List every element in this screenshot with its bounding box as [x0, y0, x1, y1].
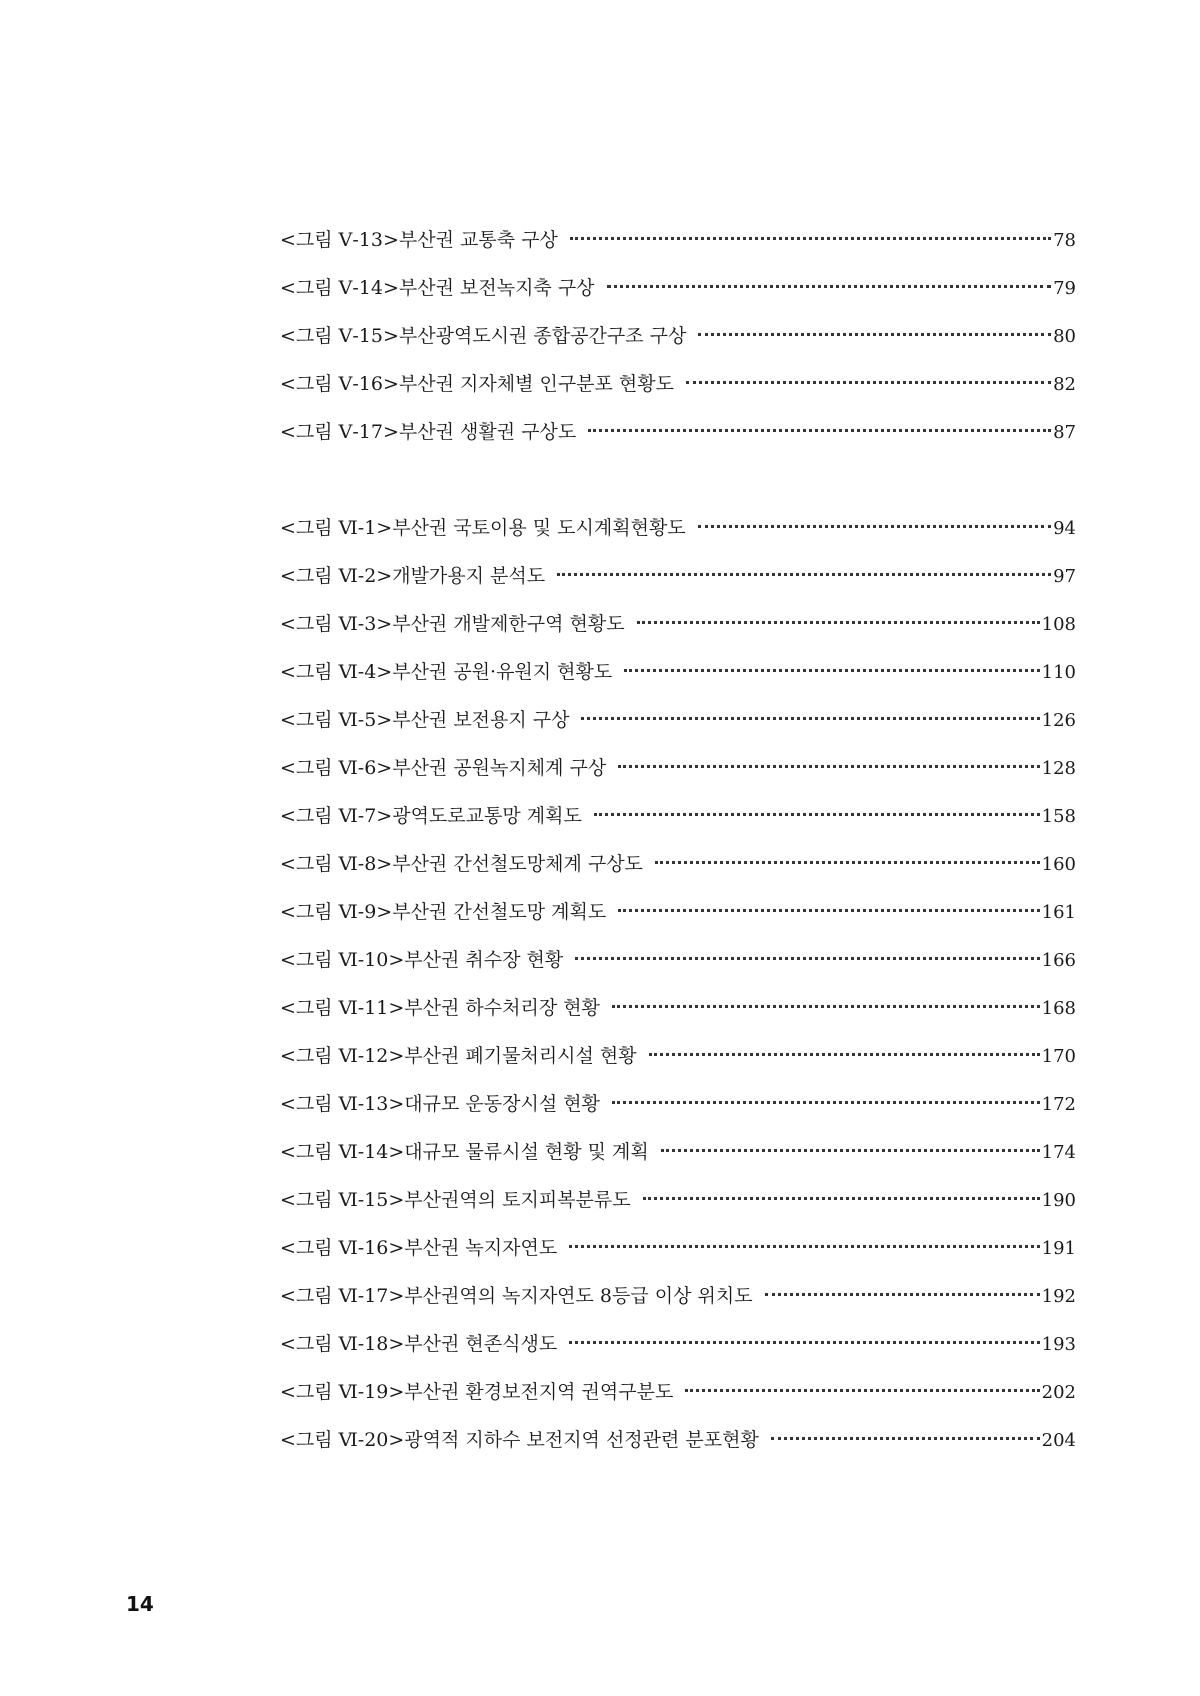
page-ref: 97 [1053, 566, 1076, 587]
figure-title: 부산권 개발제한구역 현황도 [392, 613, 625, 635]
figure-number: <그림 Ⅴ-14> [280, 277, 399, 299]
toc-entry[interactable] [280, 216, 1076, 264]
figure-title: 부산권 보전녹지축 구상 [398, 277, 595, 299]
dot-leader [607, 285, 1052, 288]
figure-number: <그림 Ⅵ-7> [280, 805, 393, 827]
figure-number: <그림 Ⅵ-20> [280, 1429, 405, 1451]
page-ref: 80 [1053, 326, 1076, 347]
dot-leader [581, 717, 1039, 720]
toc-entry[interactable] [280, 696, 1076, 744]
toc-entry[interactable] [280, 600, 1076, 648]
page-ref: 204 [1041, 1430, 1076, 1451]
figure-title: 광역적 지하수 보전지역 선정관련 분포현황 [404, 1429, 759, 1451]
page-ref: 172 [1041, 1094, 1076, 1115]
figure-title: 부산권 하수처리장 현황 [404, 997, 600, 1019]
toc-entry[interactable] [280, 1128, 1076, 1176]
figure-title: 부산권 간선철도망체계 구상도 [392, 853, 643, 875]
toc-entry[interactable] [280, 1224, 1076, 1272]
page-ref: 79 [1053, 278, 1076, 299]
dot-leader [618, 909, 1039, 912]
dot-leader [655, 861, 1040, 864]
figure-number: <그림 Ⅵ-18> [280, 1333, 405, 1355]
dot-leader [686, 381, 1051, 384]
dot-leader [612, 1101, 1040, 1104]
toc-entry[interactable] [280, 360, 1076, 408]
figure-title: 부산권 현존식생도 [404, 1333, 558, 1355]
dot-leader [698, 525, 1051, 528]
figure-title: 대규모 운동장시설 현황 [404, 1093, 600, 1115]
figure-title: 부산권 교통축 구상 [398, 229, 558, 251]
toc-entry[interactable] [280, 744, 1076, 792]
figure-number: <그림 Ⅴ-13> [280, 229, 399, 251]
figure-title: 부산권 생활권 구상도 [398, 421, 577, 443]
page-ref: 158 [1041, 806, 1076, 827]
toc-entry[interactable] [280, 888, 1076, 936]
page-ref: 193 [1041, 1334, 1076, 1355]
toc-entry[interactable] [280, 1272, 1076, 1320]
toc-entry[interactable] [280, 1416, 1076, 1464]
figure-title: 부산권 보전용지 구상 [392, 709, 570, 731]
toc-entry[interactable] [280, 552, 1076, 600]
page-ref: 87 [1053, 422, 1076, 443]
dot-leader [649, 1053, 1040, 1056]
figure-number: <그림 Ⅵ-9> [280, 901, 393, 923]
toc-entry[interactable] [280, 1368, 1076, 1416]
figure-title: 부산권 국토이용 및 도시계획현황도 [392, 517, 686, 539]
figure-title: 부산권 폐기물처리시설 현황 [404, 1045, 637, 1067]
page-ref: 128 [1041, 758, 1076, 779]
dot-leader [637, 621, 1040, 624]
page-ref: 166 [1041, 950, 1076, 971]
toc-entry[interactable] [280, 264, 1076, 312]
figure-title: 개발가용지 분석도 [392, 565, 546, 587]
figure-title: 부산권 취수장 현황 [404, 949, 564, 971]
toc-entry[interactable] [280, 312, 1076, 360]
figure-number: <그림 Ⅵ-14> [280, 1141, 405, 1163]
dot-leader [765, 1293, 1040, 1296]
page-ref: 170 [1041, 1046, 1076, 1067]
dot-leader [588, 429, 1051, 432]
figure-number: <그림 Ⅵ-2> [280, 565, 393, 587]
page-ref: 78 [1053, 230, 1076, 251]
figure-title: 부산권 지자체별 인구분포 현황도 [398, 373, 674, 395]
figure-title: 부산권역의 녹지자연도 8등급 이상 위치도 [404, 1285, 753, 1307]
figure-list-chapter-5 [280, 216, 1076, 456]
figure-title: 부산권 환경보전지역 권역구분도 [404, 1381, 674, 1403]
figure-title: 부산권 간선철도망 계획도 [392, 901, 607, 923]
figure-number: <그림 Ⅵ-16> [280, 1237, 405, 1259]
figure-number: <그림 Ⅴ-16> [280, 373, 399, 395]
page-ref: 168 [1041, 998, 1076, 1019]
page-ref: 192 [1041, 1286, 1076, 1307]
figure-number: <그림 Ⅴ-15> [280, 325, 399, 347]
page-ref: 108 [1041, 614, 1076, 635]
dot-leader [685, 1389, 1039, 1392]
figure-title: 부산권 녹지자연도 [404, 1237, 558, 1259]
page-ref: 126 [1041, 710, 1076, 731]
figure-number: <그림 Ⅵ-6> [280, 757, 393, 779]
page-ref: 160 [1041, 854, 1076, 875]
figure-number: <그림 Ⅵ-12> [280, 1045, 405, 1067]
page-ref: 174 [1041, 1142, 1076, 1163]
toc-entry[interactable] [280, 648, 1076, 696]
page-ref: 202 [1041, 1382, 1076, 1403]
figure-title: 부산권역의 토지피복분류도 [404, 1189, 631, 1211]
figure-title: 대규모 물류시설 현황 및 계획 [404, 1141, 649, 1163]
figure-number: <그림 Ⅵ-3> [280, 613, 393, 635]
toc-entry[interactable] [280, 408, 1076, 456]
dot-leader [569, 1245, 1039, 1248]
figure-title: 광역도로교통망 계획도 [392, 805, 582, 827]
figure-number: <그림 Ⅵ-1> [280, 517, 393, 539]
figure-number: <그림 Ⅵ-5> [280, 709, 393, 731]
page-ref: 94 [1053, 518, 1076, 539]
dot-leader [618, 765, 1039, 768]
toc-entry[interactable] [280, 504, 1076, 552]
dot-leader [557, 573, 1051, 576]
page-ref: 190 [1041, 1190, 1076, 1211]
dot-leader [570, 237, 1051, 240]
toc-entry[interactable] [280, 936, 1076, 984]
page-ref: 191 [1041, 1238, 1076, 1259]
toc-entry[interactable] [280, 1032, 1076, 1080]
figure-title: 부산광역도시권 종합공간구조 구상 [398, 325, 687, 347]
figure-list-chapter-6 [280, 504, 1076, 1464]
dot-leader [612, 1005, 1040, 1008]
page-ref: 82 [1053, 374, 1076, 395]
dot-leader [698, 333, 1051, 336]
dot-leader [771, 1437, 1040, 1440]
dot-leader [594, 813, 1040, 816]
toc-entry[interactable] [280, 984, 1076, 1032]
figure-number: <그림 Ⅴ-17> [280, 421, 399, 443]
figure-title: 부산권 공원·유원지 현황도 [392, 661, 613, 683]
figure-number: <그림 Ⅵ-4> [280, 661, 393, 683]
dot-leader [661, 1149, 1040, 1152]
page-ref: 161 [1041, 902, 1076, 923]
page-number: 14 [126, 1592, 154, 1616]
toc-entry[interactable] [280, 792, 1076, 840]
toc-entry[interactable] [280, 1080, 1076, 1128]
figure-number: <그림 Ⅵ-11> [280, 997, 405, 1019]
page-ref: 110 [1041, 662, 1076, 683]
figure-number: <그림 Ⅵ-10> [280, 949, 405, 971]
figure-number: <그림 Ⅵ-17> [280, 1285, 405, 1307]
figure-number: <그림 Ⅵ-19> [280, 1381, 405, 1403]
figure-number: <그림 Ⅵ-13> [280, 1093, 405, 1115]
toc-entry[interactable] [280, 1320, 1076, 1368]
dot-leader [569, 1341, 1039, 1344]
toc-entry[interactable] [280, 840, 1076, 888]
figure-number: <그림 Ⅵ-15> [280, 1189, 405, 1211]
dot-leader [643, 1197, 1040, 1200]
figure-title: 부산권 공원녹지체계 구상 [392, 757, 607, 779]
dot-leader [624, 669, 1039, 672]
figure-number: <그림 Ⅵ-8> [280, 853, 393, 875]
dot-leader [575, 957, 1039, 960]
toc-entry[interactable] [280, 1176, 1076, 1224]
